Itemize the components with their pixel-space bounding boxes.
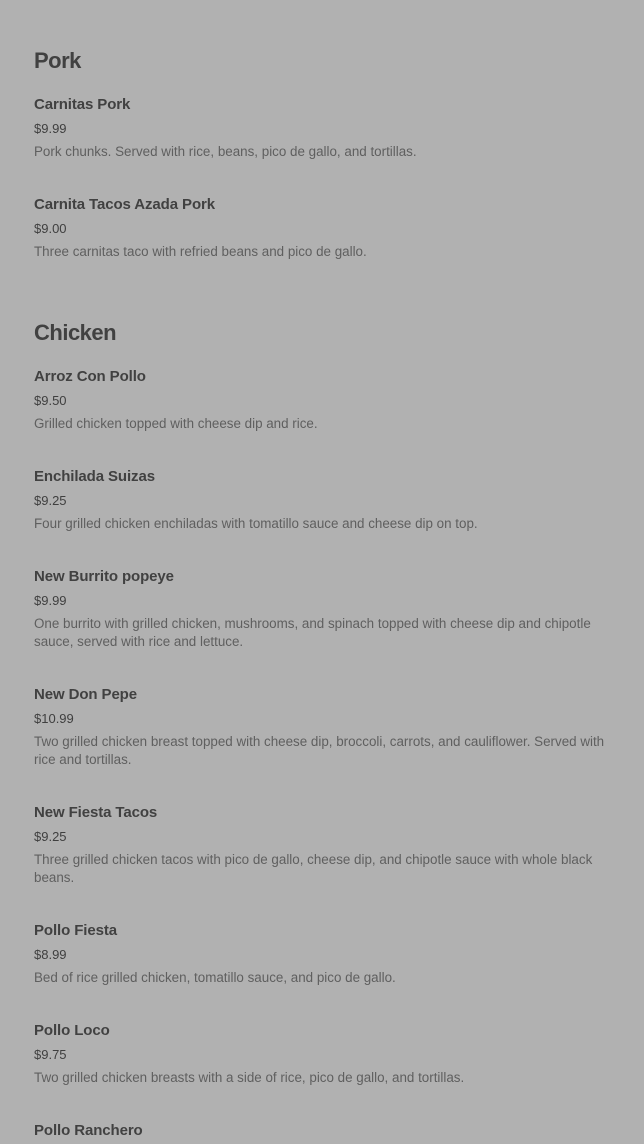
item-description: Two grilled chicken breast topped with cheese dip, broccoli, carrots, and cauliflower. Served with rice and tortillas.: [34, 734, 605, 767]
menu-section-pork: [34, 48, 614, 74]
item-price: $9.25: [34, 493, 67, 508]
section-title: Pork: [34, 48, 81, 73]
item-name[interactable]: Pollo Loco: [34, 1022, 110, 1039]
item-name[interactable]: Pollo Fiesta: [34, 922, 117, 939]
menu-item[interactable]: [34, 367, 614, 433]
item-price: $9.25: [34, 829, 67, 844]
item-name[interactable]: Pollo Ranchero: [34, 1122, 143, 1139]
menu-item[interactable]: [34, 195, 614, 261]
item-price: $9.99: [34, 593, 67, 608]
item-price: $9.99: [34, 121, 67, 136]
item-description: Grilled chicken topped with cheese dip and rice.: [34, 416, 318, 431]
item-description: Bed of rice grilled chicken, tomatillo sauce, and pico de gallo.: [34, 970, 396, 985]
item-name[interactable]: New Burrito popeye: [34, 568, 174, 585]
item-description: Two grilled chicken breasts with a side of rice, pico de gallo, and tortillas.: [34, 1070, 465, 1085]
menu-section-chicken: [34, 320, 614, 346]
menu-item[interactable]: [34, 685, 614, 769]
item-description: Four grilled chicken enchiladas with tomatillo sauce and cheese dip on top.: [34, 516, 478, 531]
item-price: $9.75: [34, 1047, 67, 1062]
item-name[interactable]: New Fiesta Tacos: [34, 804, 158, 821]
item-description: Three carnitas taco with refried beans and pico de gallo.: [34, 244, 367, 259]
item-description: Pork chunks. Served with rice, beans, pico de gallo, and tortillas.: [34, 144, 417, 159]
menu-item[interactable]: [34, 1021, 614, 1087]
item-name[interactable]: Carnita Tacos Azada Pork: [34, 196, 215, 213]
item-description: One burrito with grilled chicken, mushrooms, and spinach topped with cheese dip and chipotle sauce, served with rice and lettuce.: [34, 616, 591, 649]
item-description: Three grilled chicken tacos with pico de gallo, cheese dip, and chipotle sauce with whole black beans.: [34, 852, 593, 885]
section-title: Chicken: [34, 320, 117, 345]
menu-item[interactable]: [34, 921, 614, 987]
item-price: $9.50: [34, 393, 67, 408]
item-price: $8.99: [34, 947, 67, 962]
menu-item[interactable]: [34, 567, 614, 651]
item-name[interactable]: Carnitas Pork: [34, 96, 131, 113]
item-price: $9.00: [34, 221, 67, 236]
menu-item[interactable]: [34, 467, 614, 533]
menu-item[interactable]: [34, 95, 614, 161]
menu-item[interactable]: [34, 803, 614, 887]
item-name[interactable]: New Don Pepe: [34, 686, 137, 703]
item-name[interactable]: Arroz Con Pollo: [34, 368, 146, 385]
menu-item[interactable]: [34, 1121, 614, 1141]
item-price: $10.99: [34, 711, 74, 726]
item-name[interactable]: Enchilada Suizas: [34, 468, 155, 485]
